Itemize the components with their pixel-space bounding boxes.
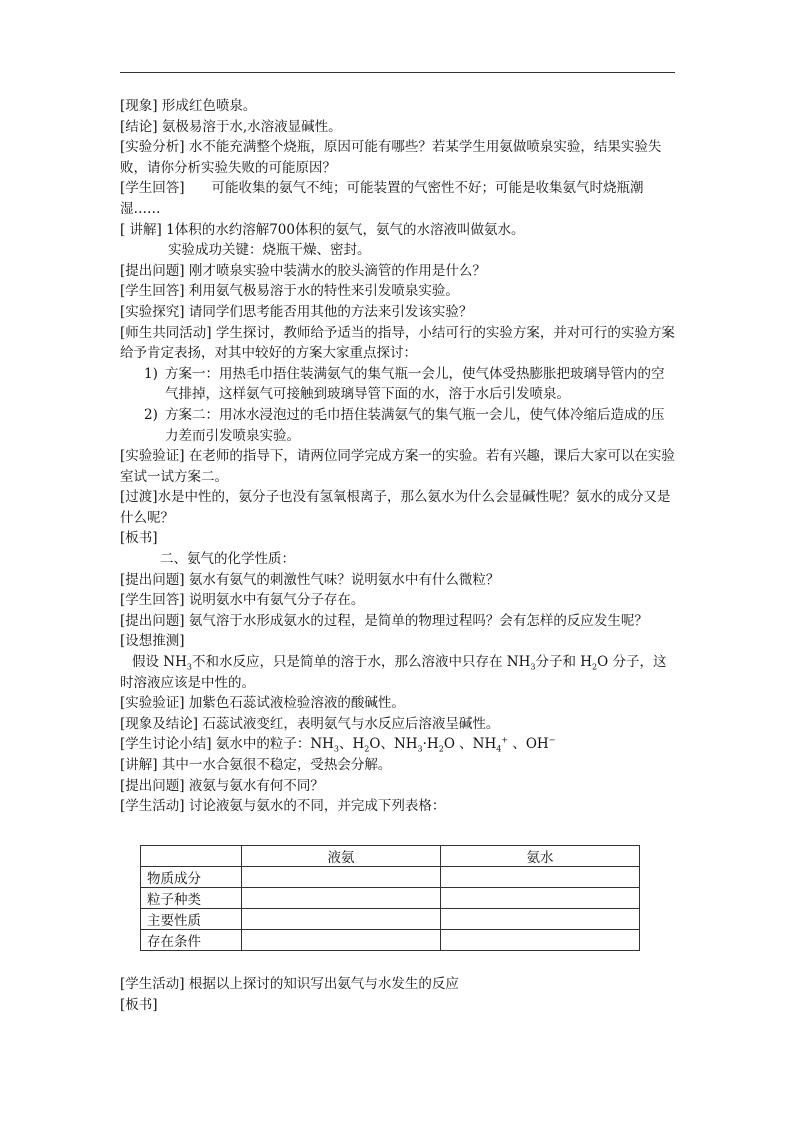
text-line: [提出问题] 液氨与氨水有何不同？ — [120, 777, 324, 794]
text-run: 假设 NH — [132, 654, 187, 671]
table-cell[interactable] — [441, 909, 640, 930]
list-text: 方案二：用冰水浸泡过的毛巾捂住装满氨气的集气瓶一会儿，使气体冷缩后造成的压力差而引发喷泉实验。 — [165, 406, 665, 444]
table-cell[interactable] — [441, 888, 640, 909]
table-header-cell: 氨水 — [441, 846, 640, 867]
superscript: + — [501, 735, 509, 745]
table-cell[interactable] — [242, 909, 441, 930]
subscript: 2 — [592, 662, 598, 672]
text-line: [提出问题] 氨气溶于水形成氨水的过程，是简单的物理过程吗？会有怎样的反应发生呢？ — [120, 612, 648, 629]
text-line: [学生活动] 根据以上探讨的知识写出氨气与水发生的反应 — [120, 976, 459, 992]
text-line: [现象及结论] 石蕊试液变红，表明氨气与水反应后溶液呈碱性。 — [120, 715, 500, 732]
document-footer-text — [120, 974, 675, 1015]
text-line: [板书] — [120, 530, 158, 547]
text-line: [提出问题] 氨水有氨气的刺激性气味？说明氨水中有什么微粒？ — [120, 571, 500, 588]
table-cell[interactable] — [441, 930, 640, 951]
list-number: 1) — [144, 365, 158, 382]
text-line: [实验分析] 水不能充满整个烧瓶，原因可能有哪些？若某学生用氨做喷泉实验，结果实验失败，请你分析实验失败的可能原因？ — [120, 139, 662, 176]
text-line: [实验探究] 请同学们思考能否用其他的方法来引发该实验？ — [120, 303, 473, 320]
text-run: 、OH — [508, 736, 549, 753]
table-cell[interactable] — [242, 867, 441, 888]
text-line: [提出问题] 刚才喷泉实验中装满水的胶头滴管的作用是什么？ — [120, 262, 486, 279]
table-header-cell: 液氨 — [242, 846, 441, 867]
text-line: [讲解] 其中一水合氨很不稳定，受热会分解。 — [120, 757, 392, 773]
section-heading: 二、氨气的化学性质： — [160, 551, 295, 568]
text-line: [师生共同活动] 学生探讨，教师给予适当的指导，小结可行的实验方案，并对可行的实验方案给予肯定表扬，对其中较好的方案大家重点探讨： — [120, 324, 675, 362]
text-run: [学生讨论小结] 氨水中的粒子：NH — [120, 736, 334, 753]
document-body — [120, 96, 675, 817]
superscript: − — [548, 735, 556, 745]
list-text: 方案一：用热毛巾捂住装满氨气的集气瓶一会儿，使气体受热膨胀把玻璃导管内的空气排掉，这样氨气可接触到玻璃导管下面的水，溶于水后引发喷泉。 — [165, 365, 665, 403]
table-row-label: 粒子种类 — [141, 888, 242, 909]
text-line: [ 讲解] 1体积的水约溶解700体积的氨气，氨气的水溶液叫做氨水。 — [120, 221, 525, 238]
text-line: [学生活动] 讨论液氨与氨水的不同，并完成下列表格： — [120, 798, 446, 815]
subscript: 2 — [438, 745, 444, 755]
table-row — [141, 867, 640, 888]
table-cell[interactable] — [441, 867, 640, 888]
table-header-cell — [141, 846, 242, 867]
comparison-table — [140, 845, 640, 951]
text-run: 分子和 H — [535, 654, 593, 671]
text-run: O 分子，这时溶液应该是中性的。 — [120, 654, 667, 691]
list-item — [120, 364, 675, 405]
text-run: O、NH — [369, 736, 418, 753]
particles-line — [120, 734, 675, 755]
table-row-label: 物质成分 — [141, 867, 242, 888]
text-line: 实验成功关键：烧瓶干燥、密封。 — [168, 242, 371, 259]
table-row-label: 主要性质 — [141, 909, 242, 930]
text-line: [学生回答] 可能收集的氨气不纯；可能装置的气密性不好；可能是收集氨气时烧瓶潮湿…… — [120, 180, 644, 217]
table-row — [141, 888, 640, 909]
hypothesis-paragraph — [120, 652, 675, 693]
text-line: [板书] — [120, 996, 158, 1013]
subscript: 3 — [333, 745, 340, 755]
text-run: O 、NH — [443, 736, 497, 753]
text-run: 不和水反应，只是简单的溶于水，那么溶液中只存在 NH — [191, 654, 531, 671]
text-line: [过渡]水是中性的，氨分子也没有氢氧根离子，那么氨水为什么会显碱性呢？氨水的成分又是什么呢？ — [120, 489, 671, 526]
table-row-label: 存在条件 — [141, 930, 242, 951]
text-line: [结论] 氨极易溶于水,水溶液显碱性。 — [120, 118, 342, 135]
text-line: [设想推测] — [120, 633, 185, 650]
text-line: [学生回答] 利用氨气极易溶于水的特性来引发喷泉实验。 — [120, 283, 459, 300]
header-rule — [120, 72, 675, 73]
text-line: [学生回答] 说明氨水中有氨气分子存在。 — [120, 592, 365, 609]
list-item — [120, 405, 675, 446]
text-run: ·H — [422, 736, 439, 753]
table-row — [141, 930, 640, 951]
subscript: 3 — [186, 662, 192, 672]
subscript: 3 — [417, 745, 423, 755]
subscript: 2 — [364, 745, 370, 755]
text-line: [现象] 形成红色喷泉。 — [120, 98, 257, 114]
text-run: 、H — [339, 736, 365, 753]
table-header-row — [141, 846, 640, 867]
subscript: 4 — [496, 745, 502, 755]
text-line: [实验验证] 在老师的指导下，请两位同学完成方案一的实验。若有兴趣，课后大家可以在实验室试一试方案二。 — [120, 448, 675, 485]
subscript: 3 — [530, 662, 536, 672]
text-line: [实验验证] 加紫色石蕊试液检验溶液的酸碱性。 — [120, 695, 405, 712]
list-number: 2) — [144, 406, 158, 423]
table-cell[interactable] — [242, 930, 441, 951]
table-row — [141, 909, 640, 930]
table-cell[interactable] — [242, 888, 441, 909]
